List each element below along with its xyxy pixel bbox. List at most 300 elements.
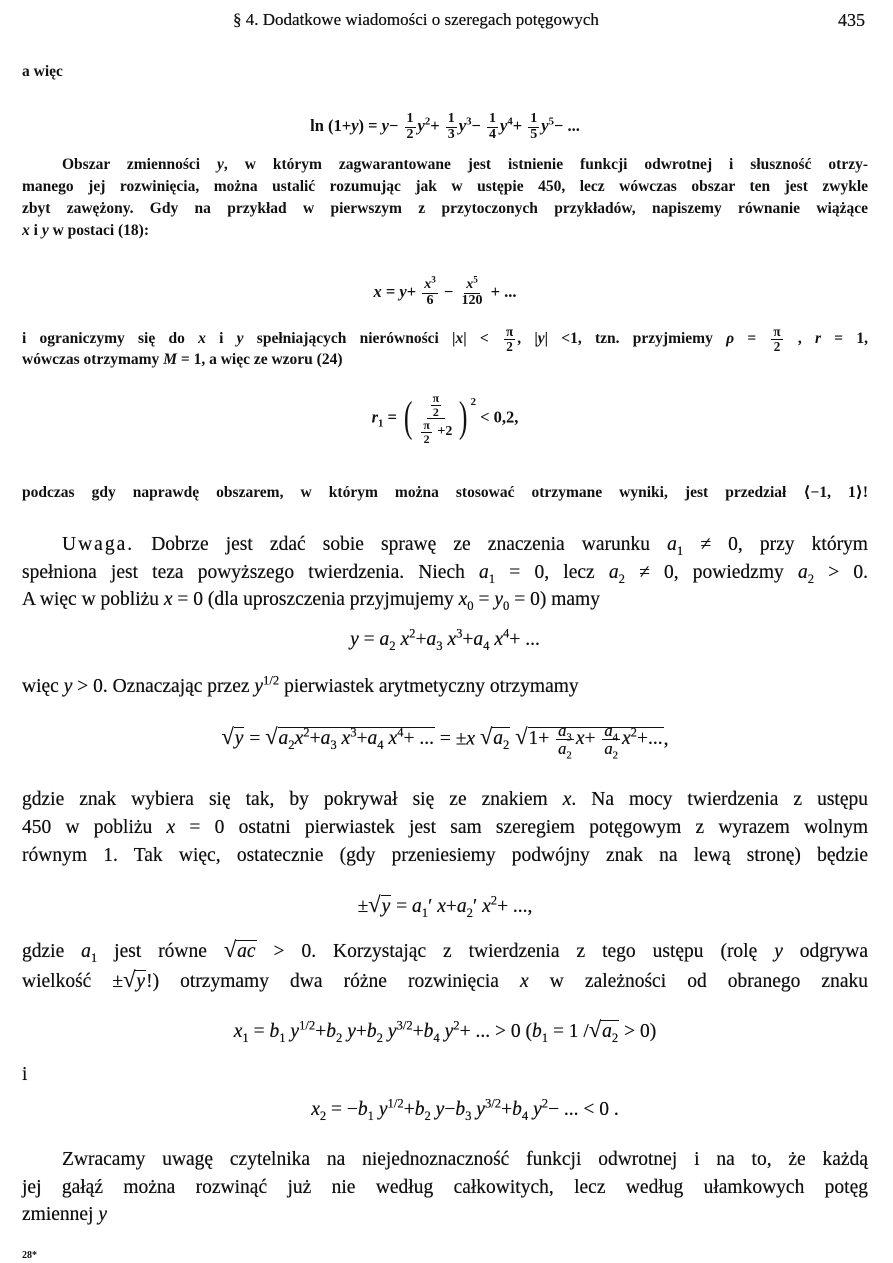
fraction xyxy=(556,721,574,762)
text-run: 2 xyxy=(423,431,430,446)
text-run: + xyxy=(445,896,457,917)
text-line: i xyxy=(22,1064,28,1085)
text-run: ′ xyxy=(472,896,483,917)
subscript: 4 xyxy=(521,1108,529,1123)
text-run: manego jej rozwinięcia, można ustalić rozumując jak w ustępie 450, lecz wówczas obszar ten jest zwykle xyxy=(22,178,868,195)
text-run: | < xyxy=(463,329,502,347)
math-variable: y xyxy=(63,676,73,697)
subscript: 2 xyxy=(376,1030,383,1045)
math-variable: y xyxy=(494,589,504,610)
text-run: π xyxy=(773,324,781,339)
text-run: ≠ 0, powiedzmy xyxy=(624,562,798,583)
text-line xyxy=(22,199,868,219)
math-variable: b xyxy=(531,1021,542,1042)
math-variable: x xyxy=(388,728,398,750)
text-run: + ... xyxy=(509,629,540,650)
text-run: − xyxy=(389,116,403,135)
math-variable: a xyxy=(493,728,503,750)
text-run: 1 xyxy=(406,111,414,126)
subscript: 2 xyxy=(612,749,619,762)
math-variable: y xyxy=(351,116,359,135)
text-run: i xyxy=(205,329,237,347)
superscript: 2 xyxy=(490,893,498,908)
formula-pm-sqrt-y xyxy=(22,893,868,919)
fraction xyxy=(431,392,442,418)
text-run: 4 xyxy=(489,126,497,142)
subscript: 3 xyxy=(436,638,443,653)
math-variable: r xyxy=(815,329,822,347)
math-variable: a xyxy=(667,534,677,555)
math-variable: x xyxy=(166,817,176,838)
text-run: − xyxy=(471,116,485,135)
math-variable: y xyxy=(136,971,146,992)
subscript: 3 xyxy=(465,1108,472,1123)
subscript: 4 xyxy=(612,731,619,744)
text-line: a więc xyxy=(22,63,63,80)
math-variable: x xyxy=(575,728,585,750)
text-run: 5 xyxy=(530,126,538,142)
math-variable: b xyxy=(269,1021,280,1042)
text-run: + xyxy=(462,629,474,650)
math-variable: y xyxy=(236,329,244,347)
text-run: A więc w pobliżu xyxy=(22,589,164,610)
radical-sign: √ xyxy=(221,724,234,750)
header-title: § 4. Dodatkowe wiadomości o szeregach potęgowych xyxy=(233,10,599,29)
text-run: , xyxy=(663,728,669,750)
math-variable: a xyxy=(81,941,91,962)
superscript: 5 xyxy=(473,274,478,285)
text-run: Obszar zmienności xyxy=(62,156,218,173)
subscript: 3 xyxy=(566,731,572,744)
text-run: = xyxy=(734,329,770,347)
spaced-heading: Uwaga. xyxy=(62,534,135,555)
math-variable: a xyxy=(320,728,331,750)
radical-sign: √ xyxy=(123,967,136,992)
text-run: | <1, tzn. przyjmiemy xyxy=(544,329,727,347)
fraction-numerator xyxy=(421,419,432,433)
fraction-numerator xyxy=(446,112,457,128)
text-line xyxy=(22,816,868,840)
math-variable: b xyxy=(414,1099,425,1120)
text-run: > 0. Oznaczając przez xyxy=(72,676,255,697)
subscript: 1 xyxy=(378,417,384,430)
math-variable: a xyxy=(456,896,467,917)
text-run: > 0. xyxy=(814,562,869,583)
text-run: 6 xyxy=(426,292,434,308)
math-variable: x xyxy=(437,896,446,917)
text-run: = 1 / xyxy=(548,1021,589,1042)
text-run: = xyxy=(391,896,412,917)
fraction-numerator xyxy=(528,112,539,128)
math-variable: x xyxy=(447,629,457,650)
text-run: w postaci (18): xyxy=(48,222,150,239)
text-run: równym 1. Tak więc, ostatecznie (gdy przeniesiemy podwójny znak na lewą stronę) będzie xyxy=(22,845,868,866)
superscript: 3/2 xyxy=(484,1096,502,1111)
math-variable: r xyxy=(371,407,378,427)
text-run: + xyxy=(356,728,368,750)
math-variable: x xyxy=(163,589,173,610)
text-run: + xyxy=(412,1021,424,1042)
math-variable: x xyxy=(22,222,30,239)
text-run: + xyxy=(512,116,527,135)
subscript: 2 xyxy=(466,905,473,920)
math-variable: a xyxy=(608,562,619,583)
fraction-numerator xyxy=(427,392,446,419)
math-variable: ac xyxy=(237,941,256,962)
superscript: 3 xyxy=(466,115,472,128)
radicand xyxy=(381,895,392,917)
math-variable: a xyxy=(558,721,567,740)
text-run: gdzie xyxy=(22,941,82,962)
math-variable: y xyxy=(378,1099,388,1120)
subscript: 2 xyxy=(424,1108,431,1123)
math-variable: a xyxy=(278,728,289,750)
subscript: 2 xyxy=(618,571,625,586)
text-run: 1+ xyxy=(528,728,555,750)
subscript: 1 xyxy=(421,905,429,920)
math-variable: x xyxy=(311,1099,320,1120)
math-variable: y xyxy=(444,1021,454,1042)
radical-sign: √ xyxy=(223,937,237,962)
subscript: 2 xyxy=(807,571,815,586)
text-run: < 0,2, xyxy=(476,407,519,427)
text-run: ± xyxy=(357,896,369,917)
text-run: + xyxy=(315,1021,327,1042)
text-run: zbyt zawężony. Gdy na przykład w pierwszym z przytoczonych przykładów, napiszemy równanie wiążące xyxy=(22,200,868,217)
text-line: podczas gdy naprawdę obszarem, w którym można stosować otrzymane wyniki, jest przedział ⟨−1, 1⟩! xyxy=(22,484,868,501)
text-run: !) otrzymamy dwa różne rozwinięcia xyxy=(146,971,521,992)
radical-sign: √ xyxy=(515,724,528,750)
formula-y-series xyxy=(22,628,868,652)
subscript: 2 xyxy=(389,638,396,653)
math-variable: y xyxy=(476,1099,485,1120)
text-run: = 0) mamy xyxy=(509,589,600,610)
text-line xyxy=(22,788,868,812)
math-variable: y xyxy=(381,116,389,135)
math-variable: y xyxy=(41,222,49,239)
text-run: − ... < 0 . xyxy=(548,1099,619,1120)
math-variable: y xyxy=(537,329,545,347)
parenthesized-group xyxy=(401,392,476,445)
text-line xyxy=(22,675,868,699)
radical-sign: √ xyxy=(588,1017,602,1042)
fraction xyxy=(459,274,484,308)
fraction xyxy=(405,112,416,142)
text-run: 2 xyxy=(773,338,781,354)
text-run: + xyxy=(501,1099,513,1120)
fraction-numerator xyxy=(422,274,438,294)
subscript: 1 xyxy=(541,1030,549,1045)
superscript: 4 xyxy=(397,725,404,740)
square-root xyxy=(479,724,510,753)
superscript: 2 xyxy=(424,115,431,128)
text-run: 2 xyxy=(432,404,439,419)
fraction-denominator xyxy=(459,294,484,309)
square-root xyxy=(221,724,244,750)
text-run: ≠ 0, przy którym xyxy=(683,534,868,555)
subscript: 1 xyxy=(676,543,684,558)
math-variable: b xyxy=(366,1021,377,1042)
math-variable: x xyxy=(520,971,529,992)
superscript: 2 xyxy=(453,1018,460,1033)
math-variable: x xyxy=(373,282,382,301)
math-variable: y xyxy=(381,896,391,917)
math-variable: x xyxy=(455,329,464,347)
exponent: 2 xyxy=(470,396,476,408)
fraction-denominator xyxy=(556,739,574,762)
formula-x-series xyxy=(22,274,868,308)
math-variable: y xyxy=(399,282,407,301)
text-run: = 1, a więc ze wzoru (24) xyxy=(176,351,343,368)
subscript: 3 xyxy=(330,738,337,753)
math-variable: y xyxy=(500,116,508,135)
math-variable: a xyxy=(367,728,378,750)
text-run: ln (1+ xyxy=(310,116,352,135)
text-run: = xyxy=(244,728,266,750)
group-content xyxy=(415,392,456,445)
math-variable: x xyxy=(198,329,206,347)
math-variable: a xyxy=(379,629,390,650)
math-variable: y xyxy=(458,116,467,135)
fraction-denominator xyxy=(487,128,498,143)
text-run: π xyxy=(423,418,430,433)
text-run: − xyxy=(444,1099,456,1120)
text-run: + xyxy=(309,728,321,750)
superscript: 2 xyxy=(409,626,416,641)
fraction-numerator xyxy=(405,112,416,128)
text-run: = xyxy=(248,1021,270,1042)
text-run: = xyxy=(383,407,402,427)
text-run: π xyxy=(432,391,440,405)
text-run: 1 xyxy=(489,111,497,126)
text-run: wówczas otrzymamy xyxy=(22,351,164,368)
text-run: + xyxy=(403,1099,415,1120)
subscript: 0 xyxy=(503,598,510,613)
superscript: 3 xyxy=(456,626,463,641)
formula-ln-series xyxy=(22,112,868,142)
text-line xyxy=(22,1148,868,1172)
superscript: 3 xyxy=(431,274,436,285)
formula-x2 xyxy=(22,1098,868,1122)
text-run: , w którym zagwarantowane jest istnienie funkcji odwrotnej i słuszność otrzy- xyxy=(223,156,868,173)
math-variable: y xyxy=(254,676,264,697)
text-run: + xyxy=(415,629,427,650)
text-run: ) = xyxy=(358,116,382,135)
radical-sign: √ xyxy=(479,724,493,750)
text-run: +2 xyxy=(433,424,453,440)
square-root xyxy=(123,967,146,992)
superscript: 2 xyxy=(630,725,637,740)
math-variable: y xyxy=(417,116,425,135)
math-variable: x xyxy=(494,629,504,650)
subscript: 1 xyxy=(90,950,98,965)
text-run: 3 xyxy=(447,126,455,142)
subscript: 1 xyxy=(242,1030,249,1045)
text-run: + ... > 0 ( xyxy=(459,1021,532,1042)
text-line xyxy=(22,221,868,241)
superscript: 3 xyxy=(350,725,357,740)
formula-x1 xyxy=(22,1018,868,1044)
superscript: 1/2 xyxy=(387,1096,404,1111)
subscript: 2 xyxy=(336,1030,343,1045)
fraction-denominator xyxy=(417,419,454,445)
text-line xyxy=(22,1176,868,1200)
math-variable: x xyxy=(424,277,432,292)
superscript: 1/2 xyxy=(299,1018,316,1033)
math-variable: a xyxy=(411,896,422,917)
text-run: π xyxy=(505,324,514,339)
fraction-denominator xyxy=(405,128,416,143)
fraction-numerator xyxy=(464,274,480,294)
superscript: 2 xyxy=(303,725,310,740)
radicand xyxy=(236,940,256,962)
text-run: 2 xyxy=(406,126,414,142)
text-run: + ..., xyxy=(497,896,533,917)
square-root xyxy=(588,1017,619,1045)
text-run: + xyxy=(355,1021,367,1042)
math-variable: x xyxy=(458,589,468,610)
subscript: 1 xyxy=(279,1030,286,1045)
superscript: 4 xyxy=(503,626,510,641)
subscript: 2 xyxy=(566,749,572,762)
text-run: +... xyxy=(637,728,663,750)
subscript: 4 xyxy=(483,638,490,653)
text-run: . Na mocy twierdzenia z ustępu xyxy=(571,789,868,810)
math-variable: y xyxy=(774,941,783,962)
superscript: 5 xyxy=(548,115,554,128)
text-run: i xyxy=(29,222,42,239)
superscript: 3/2 xyxy=(396,1018,413,1033)
fraction-numerator xyxy=(771,325,782,340)
fraction-denominator xyxy=(446,128,457,143)
fraction xyxy=(446,112,457,142)
math-variable: a xyxy=(797,562,808,583)
text-run: więc xyxy=(22,676,64,697)
fraction-denominator xyxy=(431,406,441,419)
text-run: 120 xyxy=(461,292,483,308)
text-run: jest równe xyxy=(97,941,224,962)
text-run: 1 xyxy=(447,111,455,126)
text-run: jej gałąź można rozwinąć już nie według całkowitych, lecz według ułamkowych potęg xyxy=(22,1177,868,1198)
radicand xyxy=(528,721,664,762)
subscript: 2 xyxy=(319,1108,327,1123)
math-variable: y xyxy=(290,1021,300,1042)
math-variable: x xyxy=(400,629,410,650)
math-variable: a xyxy=(558,739,567,759)
text-run: gdzie znak wybiera się tak, by pokrywał się ze znakiem xyxy=(22,789,563,810)
superscript: 4 xyxy=(507,115,513,128)
fraction xyxy=(422,274,438,308)
math-variable: x xyxy=(562,789,572,810)
subscript: 1 xyxy=(488,571,496,586)
text-run: − ... xyxy=(553,116,580,135)
text-line xyxy=(22,155,868,175)
text-line xyxy=(22,561,868,585)
subscript: 0 xyxy=(467,598,474,613)
fraction-denominator xyxy=(528,128,539,143)
subscript: 1 xyxy=(367,1108,374,1123)
math-variable: y xyxy=(350,629,359,650)
text-line xyxy=(22,177,868,197)
fraction-denominator xyxy=(425,294,436,309)
math-variable: b xyxy=(326,1021,337,1042)
subscript: 2 xyxy=(288,738,295,753)
text-line xyxy=(22,350,868,370)
math-variable: x xyxy=(466,277,474,292)
fraction-numerator xyxy=(602,721,620,744)
radical-sign: √ xyxy=(368,892,381,917)
math-variable: y xyxy=(98,1204,107,1225)
text-line xyxy=(22,533,868,557)
text-run: = xyxy=(381,282,400,301)
radicand xyxy=(234,727,245,749)
square-root xyxy=(265,724,435,753)
math-variable: x xyxy=(466,728,476,750)
text-run: pierwiastek arytmetyczny otrzymamy xyxy=(279,676,579,697)
math-variable: x xyxy=(482,896,491,917)
text-run: Zwracamy uwagę czytelnika na niejednoznaczność funkcji odwrotnej i na to, że każdą xyxy=(62,1149,868,1170)
text-run: zmiennej xyxy=(22,1204,99,1225)
text-run: , | xyxy=(517,329,538,347)
superscript: 1/2 xyxy=(263,673,280,688)
text-run: = − xyxy=(326,1099,358,1120)
text-line xyxy=(22,844,868,868)
square-root xyxy=(223,937,257,962)
text-line xyxy=(22,938,868,964)
math-variable: y xyxy=(217,156,224,173)
text-run: = ± xyxy=(434,728,467,750)
text-run: + xyxy=(406,282,421,301)
math-variable: x xyxy=(341,728,351,750)
text-run: > 0. Korzystając z twierdzenia z tego ustępu (rolę xyxy=(256,941,775,962)
square-root xyxy=(368,892,391,917)
text-run: ′ xyxy=(428,896,438,917)
math-variable: y xyxy=(347,1021,356,1042)
radicand xyxy=(492,727,510,753)
text-run: 450 w pobliżu xyxy=(22,817,167,838)
radicand xyxy=(601,1020,619,1045)
text-run: = 0 (dla uproszczenia przyjmujemy xyxy=(172,589,459,610)
text-run: = xyxy=(358,629,380,650)
text-run: i ograniczymy się do xyxy=(22,329,199,347)
text-run: = 1, xyxy=(821,329,869,347)
fraction xyxy=(602,721,620,762)
math-variable: a xyxy=(604,721,613,740)
radical-sign: √ xyxy=(265,724,278,750)
fraction xyxy=(417,392,454,445)
text-run: spełniona jest teza powyższego twierdzenia. Niech xyxy=(22,562,480,583)
math-variable: y xyxy=(234,728,244,750)
right-paren: ) xyxy=(459,394,468,442)
math-variable: b xyxy=(357,1099,368,1120)
text-run: 1 xyxy=(530,111,538,126)
fraction-numerator xyxy=(487,112,498,128)
text-run: − xyxy=(439,282,458,301)
text-run: , xyxy=(784,329,816,347)
left-paren: ( xyxy=(403,394,413,442)
math-variable: a xyxy=(604,739,613,759)
subscript: 2 xyxy=(611,1030,619,1045)
math-variable: a xyxy=(473,629,484,650)
subscript: 4 xyxy=(433,1030,440,1045)
math-variable: x xyxy=(233,1021,243,1042)
text-run: + xyxy=(584,728,601,750)
fraction-numerator xyxy=(556,721,574,744)
fraction xyxy=(487,112,498,142)
fraction-denominator xyxy=(422,433,432,446)
text-run: wielkość ± xyxy=(22,971,124,992)
math-variable: a xyxy=(602,1021,612,1042)
